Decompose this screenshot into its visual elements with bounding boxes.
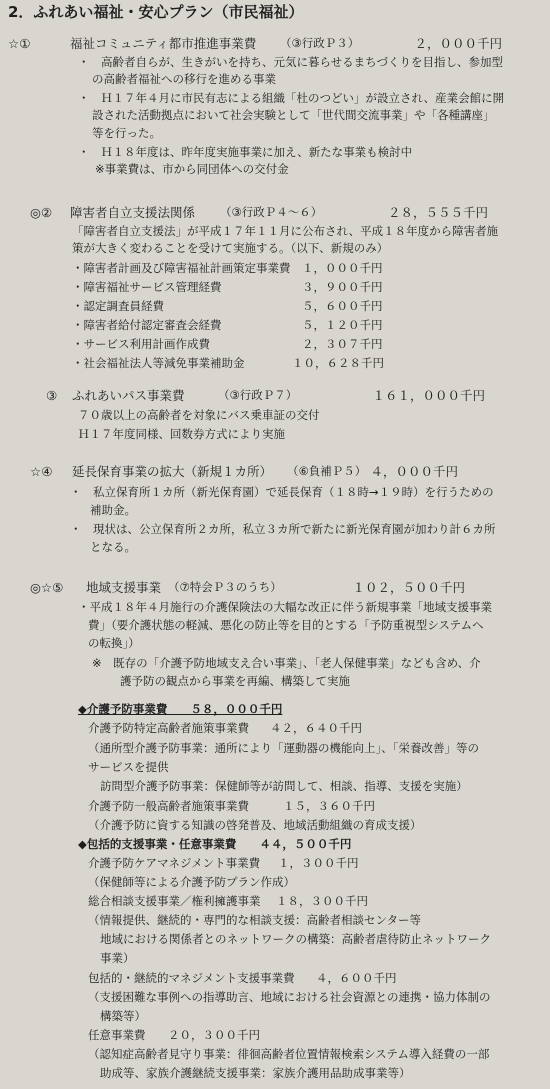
- s2-item-label: ・障害福祉サービス管理経費: [72, 280, 222, 294]
- s5-detail: （認知症高齢者見守り事業：徘徊高齢者位置情報検索システム導入経費の一部: [88, 1047, 490, 1061]
- s1-mark: ☆①: [8, 36, 31, 51]
- s5-detail: サービスを提供: [88, 760, 169, 774]
- s4-ref: （⑥負補Ｐ５）: [287, 464, 367, 478]
- s2-item-label: ・社会福祉法人等減免事業補助金: [72, 356, 245, 370]
- s2-line: 「障害者自立支援法」が平成１７年１１月に公布され、平成１８年度から障害者施: [72, 224, 499, 238]
- s2-item-amount: ５，６００千円: [302, 299, 383, 313]
- s5-item-label: 総合相談支援事業／権利擁護事業: [88, 894, 261, 908]
- s1-name: 福祉コミュニティ都市推進事業費: [70, 36, 257, 51]
- s3-mark: ③: [46, 388, 58, 403]
- s4-line: となる。: [90, 540, 136, 554]
- s2-ref: （③行政Ｐ４～６）: [220, 205, 323, 219]
- s5-item-label: 介護予防特定高齢者施策事業費: [88, 721, 249, 735]
- s4-name: 延長保育事業の拡大（新規１カ所）: [72, 464, 273, 479]
- s5-ref: （⑦特会Ｐ３のうち）: [168, 580, 282, 594]
- s4-mark: ☆④: [30, 464, 53, 479]
- s3-line: Ｈ１７年度同様、回数券方式により実施: [78, 427, 285, 441]
- page-title: 2．ふれあい福祉・安心プラン（市民福祉）: [8, 3, 304, 21]
- s4-amount: ４，０００千円: [370, 464, 458, 479]
- s5-name: 地域支援事業: [86, 580, 162, 595]
- s5-note: ※ 既存の「介護予防地域支え合い事業」、「老人保健事業」なども含め、介: [92, 656, 481, 670]
- s2-line: 策が大きく変わることを受けて実施する。（以下、新規のみ）: [72, 241, 389, 255]
- s5-line: ・平成１８年４月施行の介護保険法の大幅な改正に伴う新規事業「地域支援事業: [78, 600, 492, 614]
- s2-item-label: ・サービス利用計画作成費: [72, 337, 210, 351]
- s2-mark: ◎②: [30, 205, 53, 220]
- s5-detail: 訪問型介護予防事業：保健師等が訪問して、相談、指導、支援を実施）: [100, 779, 468, 793]
- s5-item-amount: ４，６００千円: [316, 971, 397, 985]
- s1-line: 設された活動拠点において社会実験として「世代間交流事業」や「各種講座」: [92, 108, 495, 122]
- s5-item-label: 包括的・継続的マネジメント支援事業費: [88, 971, 295, 985]
- s2-item-label: ・障害者給付認定審査会経費: [72, 318, 222, 332]
- s5-amount: １０２，５００千円: [352, 580, 465, 595]
- s3-line: ７０歳以上の高齢者を対象にバス乗車証の交付: [78, 408, 320, 422]
- s5-item-label: 任意事業費: [88, 1028, 146, 1042]
- s2-amount: ２８，５５５千円: [387, 205, 488, 220]
- s2-item-amount: １，０００千円: [302, 261, 383, 275]
- s4-line: ・ 私立保育所１カ所（新光保育園）で延長保育（１８時→１９時）を行うための: [70, 485, 494, 499]
- s5-detail: 構築等）: [100, 1009, 146, 1023]
- s2-item-amount: ３，９００千円: [302, 280, 383, 294]
- s2-name: 障害者自立支援法関係: [70, 205, 196, 220]
- s1-line: 等を行った。: [92, 126, 161, 140]
- s5-line: の転換」）: [88, 636, 140, 650]
- s5-detail: 事業）: [100, 951, 135, 965]
- s5-item-amount: ２０，３００千円: [168, 1028, 260, 1042]
- s2-item-amount: ２，３０７千円: [302, 337, 383, 351]
- s1-line: ・ 高齢者自らが、生きがいを持ち、元気に暮らせるまちづくりを目指し、参加型: [78, 55, 504, 69]
- s1-line: の高齢者福祉への移行を進める事業: [92, 72, 276, 86]
- s1-ref: （③行政Ｐ３）: [280, 36, 360, 50]
- s5-detail: 地域における関係者とのネットワークの構築：高齢者虐待防止ネットワーク: [100, 932, 491, 946]
- s5-detail: （通所型介護予防事業：通所により「運動器の機能向上」、「栄養改善」等の: [88, 741, 479, 755]
- s2-item-label: ・障害者計画及び障害福祉計画策定事業費: [72, 261, 291, 275]
- s5-item-label: 介護予防一般高齢者施策事業費: [88, 799, 249, 813]
- s5-note: 護予防の観点から事業を再編、構築して実施: [120, 674, 350, 688]
- s5-detail: 助成等、家族介護継続支援事業：家族介護用品助成事業等）: [100, 1066, 411, 1080]
- s3-amount: １６１，０００千円: [372, 388, 485, 403]
- s5-line: 費」（要介護状態の軽減、悪化の防止等を目的とする「予防重視型システムへ: [88, 618, 484, 632]
- s2-item-amount: ５，１２０千円: [302, 318, 383, 332]
- s5-item-amount: １，３００千円: [278, 856, 359, 870]
- s5-mark: ◎☆⑤: [30, 580, 64, 595]
- s2-item-amount: １０，６２８千円: [292, 356, 384, 370]
- s1-amount: ２，０００千円: [414, 36, 502, 51]
- s3-ref: （③行政Ｐ７）: [218, 388, 298, 402]
- s5-detail: （保健師等による介護予防プラン作成）: [88, 875, 295, 889]
- s5-detail: （情報提供、継続的・専門的な相談支援：高齢者相談センター等: [88, 913, 422, 927]
- s3-name: ふれあいパス事業費: [72, 388, 185, 403]
- s4-line: ・ 現状は、公立保育所２カ所，私立３カ所で新たに新光保育園が加わり計６カ所: [70, 522, 496, 536]
- s5-subhead-support: ◆包括的支援事業・任意事業費 ４４，５００千円: [78, 837, 352, 851]
- s5-detail: （支援困難な事例への指導助言、地域における社会資源との連携・協力体制の: [88, 990, 491, 1004]
- s1-note: ※事業費は、市から同団体への交付金: [95, 162, 289, 176]
- s2-item-label: ・認定調査員経費: [72, 299, 164, 313]
- s5-detail: （介護予防に資する知識の啓発普及、地域活動組織の育成支援）: [88, 818, 422, 832]
- s1-line: ・ Ｈ１７年４月に市民有志による組織「杜のつどい」が設立され、産業会館に開: [78, 91, 505, 105]
- s1-line: ・ Ｈ１８年度は、昨年度実施事業に加え、新たな事業も検討中: [78, 145, 413, 159]
- s5-item-amount: １５，３６０千円: [283, 799, 375, 813]
- s5-item-amount: １８，３００千円: [276, 894, 368, 908]
- s4-line: 補助金。: [90, 503, 136, 517]
- s5-subhead-prevention: ◆介護予防事業費 ５８，０００千円: [78, 702, 283, 716]
- s5-item-label: 介護予防ケアマネジメント事業費: [88, 856, 261, 870]
- s5-item-amount: ４２，６４０千円: [270, 721, 362, 735]
